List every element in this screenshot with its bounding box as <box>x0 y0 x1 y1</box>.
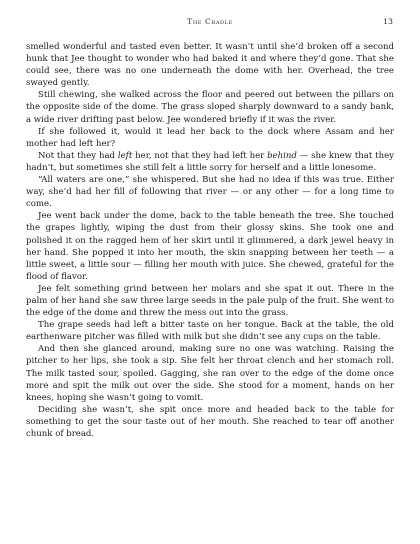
italic-text: left <box>117 150 133 161</box>
text-segment: If she followed it, would it lead her back to the dock where Assam and her mother had left her? <box>26 126 394 149</box>
paragraph <box>26 210 394 283</box>
paragraph <box>26 404 394 440</box>
text-segment: Not that they had <box>38 150 118 161</box>
text-segment: The grape seeds had left a bitter taste on her tongue. Back at the table, the old earthenware pitcher was filled with milk but she didn’t see any cups on the table. <box>26 320 394 343</box>
text-segment: smelled wonderful and tasted even better. It wasn’t until she’d broken off a second hunk that Jee thought to wonder who had baked it and where they’d gone. That she could see, there was no one underneath the dome with her. Overhead, the tree swayed gently. <box>26 42 394 89</box>
running-title: The Cradle <box>187 17 233 26</box>
paragraph <box>26 126 394 150</box>
body-text <box>26 41 394 440</box>
italic-text: behind <box>267 150 297 161</box>
paragraph <box>26 174 394 210</box>
text-segment: And then she glanced around, making sure no one was watching. Raising the pitcher to her lips, she took a sip. She felt her throat clench and her stomach roll. The milk tasted sour, spoiled. Gagging, she ran over to the edge of the dome once more and spit the milk out over the side. She stood for a moment, hands on her knees, hoping she wasn’t going to vomit. <box>26 344 394 403</box>
text-segment: Still chewing, she walked across the floor and peered out between the pillars on the opposite side of the dome. The grass sloped sharply downward to a sandy bank, a wide river drifting past below. Jee wondered briefly if it was the river. <box>26 90 394 125</box>
paragraph <box>26 343 394 403</box>
text-segment: — she knew that they hadn’t, but sometimes she still felt a little sorry for herself and a little lonesome. <box>26 150 394 173</box>
paragraph <box>26 150 394 174</box>
text-segment: Jee went back under the dome, back to the table beneath the tree. She touched the grapes lightly, wiping the dust from their glossy skins. She took one and polished it on the ragged hem of her skirt until it glimmered, a dark jewel heavy in her hand. She popped it into her mouth, the skin snapping between her teeth — a little sweet, a little sour — filling her mouth with juice. She chewed, grateful for the flood of flavor. <box>26 211 394 282</box>
page-number: 13 <box>383 17 393 26</box>
paragraph <box>26 283 394 319</box>
text-segment: her, not that they had left her <box>132 150 268 161</box>
page-header <box>0 17 420 31</box>
text-segment: Jee felt something grind between her molars and she spat it out. There in the palm of her hand she saw three large seeds in the pale pulp of the fruit. She went to the edge of the dome and threw the mess out into the grass. <box>26 283 394 319</box>
paragraph <box>26 41 394 89</box>
text-segment: Deciding she wasn’t, she spit once more and headed back to the table for something to get the sour taste out of her mouth. She reached to tear off another chunk of bread. <box>26 404 394 439</box>
text-segment: “All waters are one,” she whispered. But she had no idea if this was true. Either way, she’d had her fill of following that river — or any other — for a long time to come. <box>26 175 394 210</box>
paragraph <box>26 319 394 343</box>
paragraph <box>26 89 394 125</box>
